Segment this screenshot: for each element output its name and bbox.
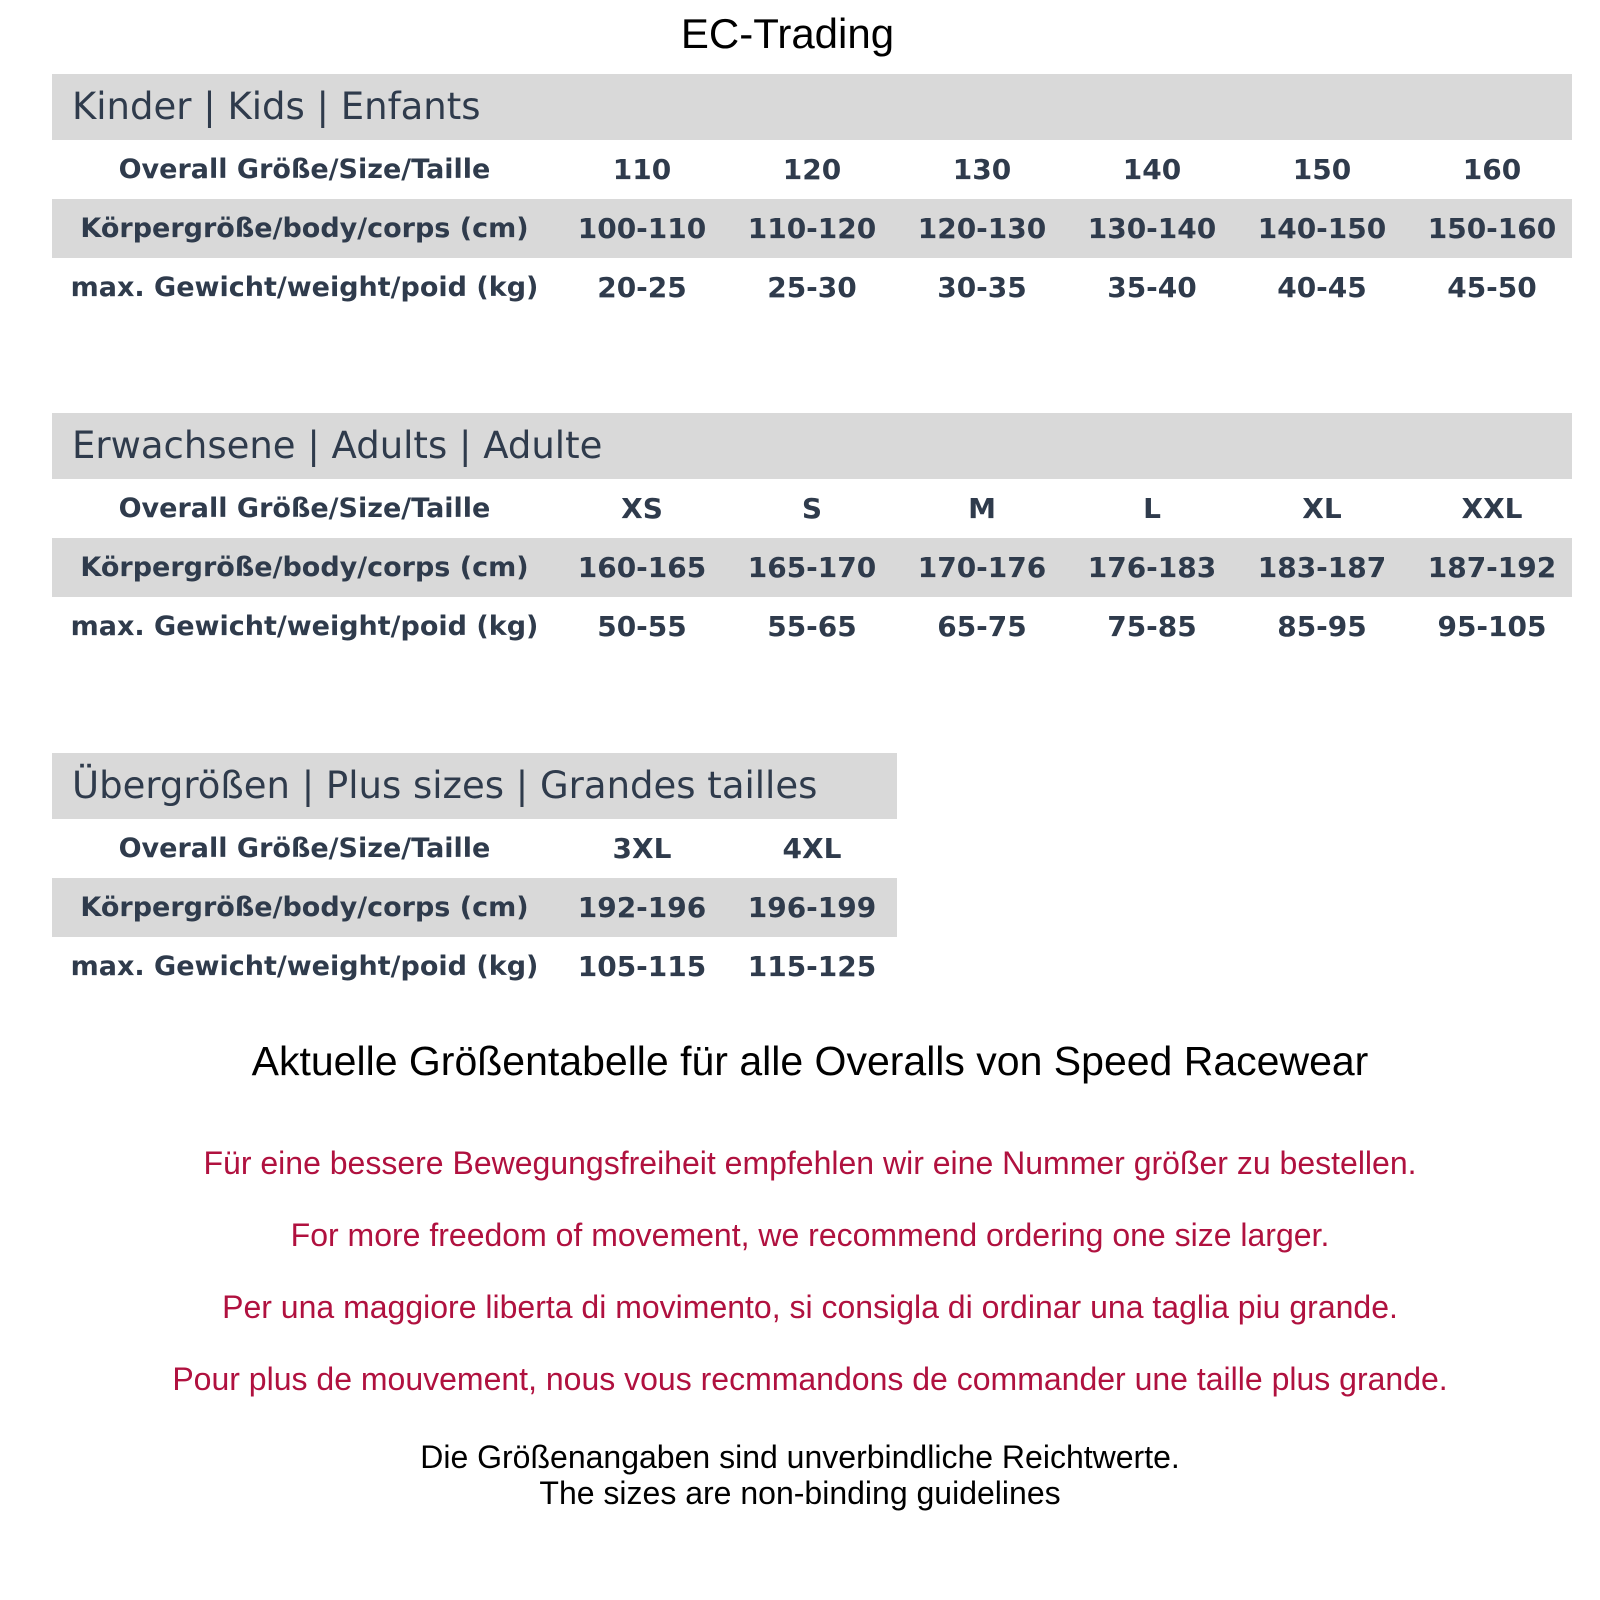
plus-size-cell: 4XL: [782, 832, 842, 865]
size-row-label: Overall Größe/Size/Taille: [118, 493, 491, 524]
disclaimer-german: Die Größenangaben sind unverbindliche Reichtwerte.: [420, 1439, 1180, 1475]
adults-weight-cell: 85-95: [1277, 610, 1367, 643]
kids-weight-cell: 30-35: [937, 271, 1027, 304]
kids-weight-cell: 35-40: [1107, 271, 1197, 304]
adults-body-cell: 170-176: [917, 551, 1047, 584]
adults-body-cell: 160-165: [577, 551, 707, 584]
adults-weight-cell: 55-65: [767, 610, 857, 643]
adults-section-title: Erwachsene | Adults | Adulte: [52, 413, 1572, 479]
disclaimer-english: The sizes are non-binding guidelines: [539, 1475, 1061, 1511]
adults-body-row: [52, 538, 1572, 597]
adults-size-cell: L: [1143, 492, 1161, 525]
plus-weight-cell: 105-115: [577, 950, 707, 983]
size-chart-caption: Aktuelle Größentabelle für alle Overalls von Speed Racewear: [251, 1038, 1369, 1084]
weight-row-label: max. Gewicht/weight/poid (kg): [70, 611, 539, 642]
adults-size-cell: M: [968, 492, 996, 525]
adults-body-cell: 165-170: [747, 551, 877, 584]
kids-size-table: [52, 74, 1572, 317]
brand-title: EC-Trading: [680, 10, 895, 57]
adults-weight-cell: 75-85: [1107, 610, 1197, 643]
plus-body-cell: 192-196: [577, 891, 707, 924]
body-row-label: Körpergröße/body/corps (cm): [80, 213, 529, 244]
plus-body-cell: 196-199: [747, 891, 877, 924]
note-english: For more freedom of movement, we recommend ordering one size larger.: [290, 1217, 1330, 1253]
adults-weight-cell: 50-55: [597, 610, 687, 643]
plus-size-cell: 3XL: [612, 832, 672, 865]
adults-size-cell: XL: [1302, 492, 1342, 525]
adults-weight-cell: 65-75: [937, 610, 1027, 643]
adults-body-cell: 176-183: [1087, 551, 1217, 584]
plus-weight-cell: 115-125: [747, 950, 877, 983]
kids-body-cell: 150-160: [1427, 212, 1557, 245]
weight-row-label: max. Gewicht/weight/poid (kg): [70, 951, 539, 982]
kids-size-cell: 120: [782, 153, 842, 186]
kids-weight-cell: 45-50: [1447, 271, 1537, 304]
note-italian: Per una maggiore liberta di movimento, si consigla di ordinar una taglia piu grande.: [222, 1289, 1398, 1325]
disclaimer: [0, 1439, 1600, 1511]
kids-body-cell: 100-110: [577, 212, 707, 245]
adults-size-cell: XS: [621, 492, 663, 525]
note-french: Pour plus de mouvement, nous vous recmmandons de commander une taille plus grande.: [172, 1361, 1448, 1397]
kids-section-title: Kinder | Kids | Enfants: [52, 74, 1572, 140]
adults-size-row: [52, 479, 1572, 538]
adults-weight-row: [52, 597, 1572, 656]
adults-body-cell: 183-187: [1257, 551, 1387, 584]
kids-size-cell: 150: [1292, 153, 1352, 186]
kids-weight-cell: 20-25: [597, 271, 687, 304]
adults-size-cell: S: [801, 492, 823, 525]
kids-size-cell: 130: [952, 153, 1012, 186]
kids-body-cell: 130-140: [1087, 212, 1217, 245]
size-row-label: Overall Größe/Size/Taille: [118, 833, 491, 864]
kids-body-cell: 110-120: [747, 212, 877, 245]
kids-size-row: [52, 140, 1572, 199]
kids-size-cell: 160: [1462, 153, 1522, 186]
adults-size-cell: XXL: [1461, 492, 1523, 525]
adults-weight-cell: 95-105: [1437, 610, 1547, 643]
kids-weight-cell: 25-30: [767, 271, 857, 304]
plus-section-title: Übergrößen | Plus sizes | Grandes tailles: [52, 753, 897, 819]
kids-body-row: [52, 199, 1572, 258]
plus-size-table: [52, 753, 897, 996]
recommendation-notes: [0, 1127, 1600, 1415]
kids-body-cell: 140-150: [1257, 212, 1387, 245]
kids-size-cell: 110: [612, 153, 672, 186]
kids-body-cell: 120-130: [917, 212, 1047, 245]
body-row-label: Körpergröße/body/corps (cm): [80, 892, 529, 923]
note-german: Für eine bessere Bewegungsfreiheit empfehlen wir eine Nummer größer zu bestellen.: [203, 1145, 1417, 1181]
plus-body-row: [52, 878, 897, 937]
kids-weight-row: [52, 258, 1572, 317]
plus-size-row: [52, 819, 897, 878]
weight-row-label: max. Gewicht/weight/poid (kg): [70, 272, 539, 303]
kids-size-cell: 140: [1122, 153, 1182, 186]
kids-weight-cell: 40-45: [1277, 271, 1367, 304]
size-row-label: Overall Größe/Size/Taille: [118, 154, 491, 185]
body-row-label: Körpergröße/body/corps (cm): [80, 552, 529, 583]
adults-size-table: [52, 413, 1572, 656]
adults-body-cell: 187-192: [1427, 551, 1557, 584]
plus-weight-row: [52, 937, 897, 996]
